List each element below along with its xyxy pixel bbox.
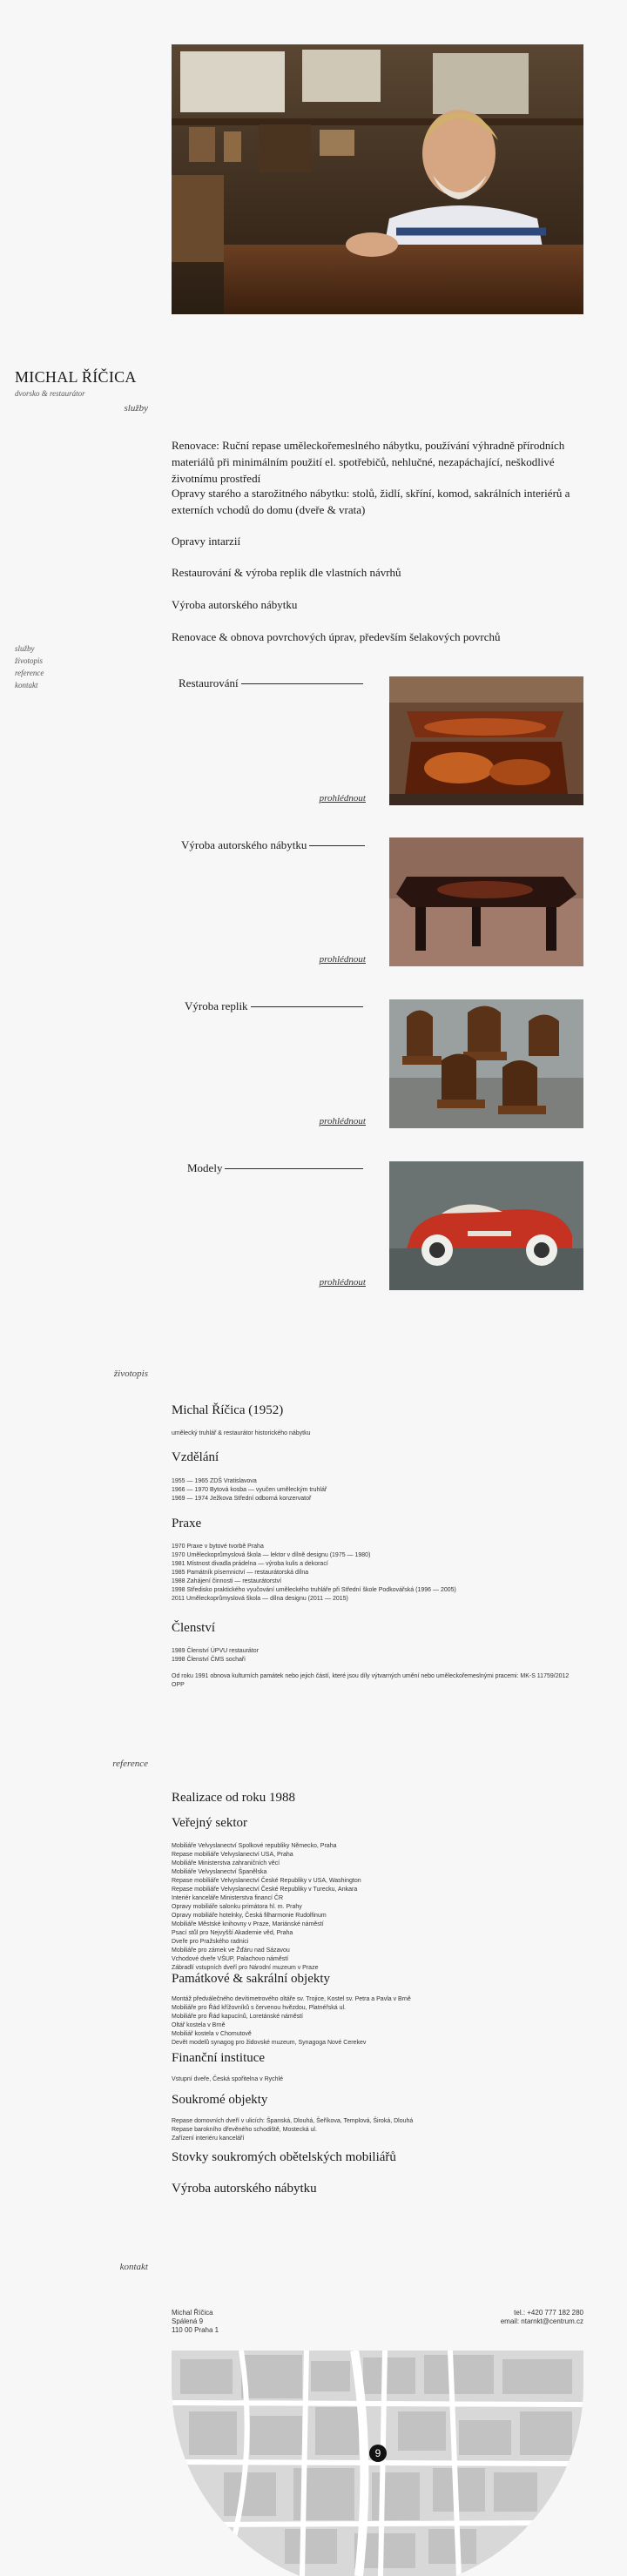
- gallery-image-modely[interactable]: [389, 1161, 583, 1290]
- service-repliky: Restaurování & výroba replik dle vlastních návrhů: [172, 566, 401, 579]
- author-table-image: [389, 837, 583, 966]
- bio-praxe-item: 1970 Uměleckoprůmyslová škola — lektor v dílně designu (1975 — 1980): [172, 1552, 371, 1558]
- brand-subtitle: dvorsko & restaurátor: [15, 389, 85, 398]
- side-menu-item-kontakt[interactable]: kontakt: [15, 681, 38, 689]
- reference-item: Repase mobiliáře Velvyslanectví České Republiky v USA, Washington: [172, 1878, 361, 1884]
- bio-tagline: umělecký truhlář & restaurátor historického nábytku: [172, 1430, 311, 1436]
- service-renovace: Renovace: Ruční repase uměleckořemeslného nábytku, používání výhradně přírodních materiálů při minimálním použití el. spotřebičů, nehlučné, nezapáchající, neškodlivé životnímu prostředí: [172, 439, 565, 485]
- contact-city: 110 00 Praha 1: [172, 2326, 219, 2334]
- reference-item: Mobiliáře Ministerstva zahraničních věcí: [172, 1860, 280, 1866]
- bio-clenstvi-item: 1989 Členství ÚPVU restaurátor: [172, 1648, 259, 1654]
- section-label-sluzby: služby: [124, 403, 148, 414]
- bio-praxe-item: 1970 Praxe v bytové tvorbě Praha: [172, 1544, 264, 1550]
- bio-praxe-list: [172, 1543, 456, 1604]
- model-car-image: [389, 1161, 583, 1290]
- service-sellak: Renovace & obnova povrchových úprav, především šelakových povrchů: [172, 630, 501, 643]
- contact-email[interactable]: email: ntarnkt@centrum.cz: [500, 2317, 583, 2325]
- reference-item: Mobiliáře pro Řád kapucínů, Loretánské náměstí: [172, 2014, 303, 2020]
- reference-verejny-list: [172, 1842, 361, 1973]
- reference-pamatkove-list: [172, 1995, 411, 2048]
- bio-clenstvi-item: 1998 Členství ČMS sochaři: [172, 1657, 246, 1663]
- contact-name: Michal Říčica: [172, 2309, 213, 2317]
- contact-details: [453, 2309, 583, 2326]
- reference-item: Dveře pro Pražského radnici: [172, 1939, 249, 1945]
- reference-item: Vchodové dveře VŠUP, Palachovo náměstí: [172, 1956, 289, 1962]
- reference-item: Repase domovních dveří v ulicích: Španská, Dlouhá, Šeříkova, Templová, Široká, Dlouhá: [172, 2118, 414, 2124]
- reference-verejny-title: Veřejný sektor: [172, 1816, 248, 1830]
- gallery-title-modely: Modely: [187, 1161, 225, 1175]
- reference-item: Oltář kostela v Brně: [172, 2022, 226, 2028]
- reference-item: Mobiliář kostela v Chomutově: [172, 2031, 252, 2037]
- contact-address: [172, 2309, 219, 2335]
- replica-chairs-image: [389, 999, 583, 1128]
- reference-item: Mobiliáře Městské knihovny v Praze, Mariánské náměstí: [172, 1921, 324, 1927]
- service-autorsky: Výroba autorského nábytku: [172, 598, 298, 611]
- gallery-image-autorsky[interactable]: [389, 837, 583, 966]
- brand-name[interactable]: MICHAL ŘÍČICA: [15, 368, 137, 386]
- reference-financni-list: [172, 2075, 283, 2084]
- bio-clenstvi-title: Členství: [172, 1621, 216, 1635]
- reference-item: Psací stůl pro Nejvyšší Akademie věd, Praha: [172, 1930, 293, 1936]
- section-label-reference: reference: [112, 1759, 148, 1769]
- reference-item: Mobiliáře Velvyslanectví Spolkové republiky Německo, Praha: [172, 1843, 337, 1849]
- reference-item: Zábradlí vstupních dveří pro Národní muzeum v Praze: [172, 1965, 319, 1971]
- reference-item: Opravy mobiliáře hotelnky, Česká filharmonie Rudolfinum: [172, 1913, 327, 1919]
- service-intarzie: Opravy intarzií: [172, 535, 241, 548]
- bio-clenstvi-list: [172, 1647, 259, 1665]
- reference-pamatkove-title: Památkové & sakrální objekty: [172, 1972, 331, 1986]
- reference-item: Vstupní dveře, Česká spořitelna v Rychlé: [172, 2076, 284, 2082]
- reference-soukrome-title: Soukromé objekty: [172, 2093, 268, 2107]
- gallery-link-restaurovani[interactable]: prohlédnout: [319, 793, 366, 804]
- reference-item: Mobiliáře Velvyslanectví Španělska: [172, 1869, 267, 1875]
- reference-soukrome-list: [172, 2117, 413, 2143]
- reference-item: Interiér kanceláře Ministerstva financí ČR: [172, 1895, 283, 1901]
- reference-extra-2: Výroba autorského nábytku: [172, 2182, 317, 2196]
- gallery-link-repliky[interactable]: prohlédnout: [319, 1116, 366, 1127]
- section-label-kontakt: kontakt: [119, 2262, 148, 2272]
- bio-praxe-item: 1985 Památník písemnictví — restaurátorská dílna: [172, 1570, 309, 1576]
- hero-photo: [172, 44, 583, 314]
- bio-vzdelani-item: 1966 — 1970 Bytová kosba — vyučen uměleckým truhlář: [172, 1487, 327, 1493]
- reference-item: Repase mobiliáře Velvyslanectví USA, Praha: [172, 1852, 293, 1858]
- service-opravy: Opravy starého a starožitného nábytku: stolů, židlí, skříní, komod, sakrálních interiérů a externích vchodů do domu (dveře & vrata): [172, 487, 570, 516]
- reference-financni-title: Finanční instituce: [172, 2051, 266, 2065]
- reference-item: Devět modelů synagog pro židovské muzeum, Synagoga Nové Cerekev: [172, 2040, 367, 2046]
- reference-item: Opravy mobiliáře salonku primátora hl. m. Prahy: [172, 1904, 302, 1910]
- reference-intro: Realizace od roku 1988: [172, 1791, 296, 1805]
- gallery-image-restaurovani[interactable]: [389, 676, 583, 805]
- gallery-link-autorsky[interactable]: prohlédnout: [319, 954, 366, 965]
- bio-praxe-item: 1988 Zahájení činnosti — restaurátorství: [172, 1578, 282, 1584]
- gallery-line: [237, 1006, 363, 1007]
- gallery-image-repliky[interactable]: [389, 999, 583, 1128]
- side-menu-item-zivotopis[interactable]: životopis: [15, 656, 44, 665]
- bio-vzdelani-title: Vzdělání: [172, 1450, 219, 1464]
- bio-note: Od roku 1991 obnova kulturních památek nebo jejich částí, které jsou díly výtvarných umění nebo uměleckořemeslnými pracemi: MK-S 11759/2012 OPP: [172, 1673, 570, 1688]
- city-map: [172, 2351, 583, 2576]
- bio-praxe-item: 2011 Uměleckoprůmyslová škola — dílna designu (2011 — 2015): [172, 1596, 348, 1602]
- gallery-title-restaurovani: Restaurování: [179, 676, 241, 690]
- contact-phone[interactable]: tel.: +420 777 182 280: [514, 2309, 583, 2317]
- reference-item: Repase barokního dřevěného schodiště, Mostecká ul.: [172, 2127, 317, 2133]
- side-menu-item-reference[interactable]: reference: [15, 669, 44, 677]
- reference-item: Zařízení interiéru kanceláří: [172, 2135, 245, 2142]
- section-label-zivotopis: životopis: [113, 1369, 148, 1379]
- bio-vzdelani-item: 1969 — 1974 Ježkova Střední odborná konzervatoř: [172, 1496, 312, 1502]
- contact-map[interactable]: [172, 2351, 583, 2576]
- bio-praxe-item: 1998 Středisko praktického vyučování uměleckého truhláře při Střední škole Podkovářská (1996 — 2005): [172, 1587, 456, 1593]
- bio-name: Michal Říčica (1952): [172, 1403, 284, 1417]
- gallery-title-autorsky: Výroba autorského nábytku: [181, 838, 309, 852]
- reference-item: Montáž předválečného devítimetrového oltáře sv. Trojice, Kostel sv. Petra a Pavla v Brně: [172, 1996, 411, 2002]
- craftsman-photo-illustration: [172, 44, 583, 314]
- gallery-title-repliky: Výroba replik: [185, 999, 251, 1013]
- bio-praxe-title: Praxe: [172, 1517, 202, 1530]
- gallery-line: [233, 683, 363, 684]
- reference-item: Mobiliáře pro Řád křížovníků s červenou hvězdou, Platnéřská ul.: [172, 2005, 346, 2011]
- restored-cabinet-image: [389, 676, 583, 805]
- gallery-line: [218, 1168, 363, 1169]
- reference-extra-1: Stovky soukromých obětelských mobiliářů: [172, 2150, 396, 2164]
- side-menu: [15, 642, 44, 691]
- map-marker-label: 9: [374, 2447, 381, 2459]
- side-menu-item-sluzby[interactable]: služby: [15, 644, 35, 653]
- contact-street: Spálená 9: [172, 2317, 204, 2325]
- bio-vzdelani-list: [172, 1477, 327, 1503]
- bio-praxe-item: 1981 Místnost divadla prádelna — výroba kulis a dekorací: [172, 1561, 328, 1567]
- bio-vzdelani-item: 1955 — 1965 ZDŠ Vratislavova: [172, 1478, 257, 1484]
- gallery-link-modely[interactable]: prohlédnout: [319, 1277, 366, 1288]
- reference-item: Repase mobiliáře Velvyslanectví České Republiky v Turecku, Ankara: [172, 1887, 358, 1893]
- reference-item: Mobiliáře pro zámek ve Žďáru nad Sázavou: [172, 1947, 290, 1954]
